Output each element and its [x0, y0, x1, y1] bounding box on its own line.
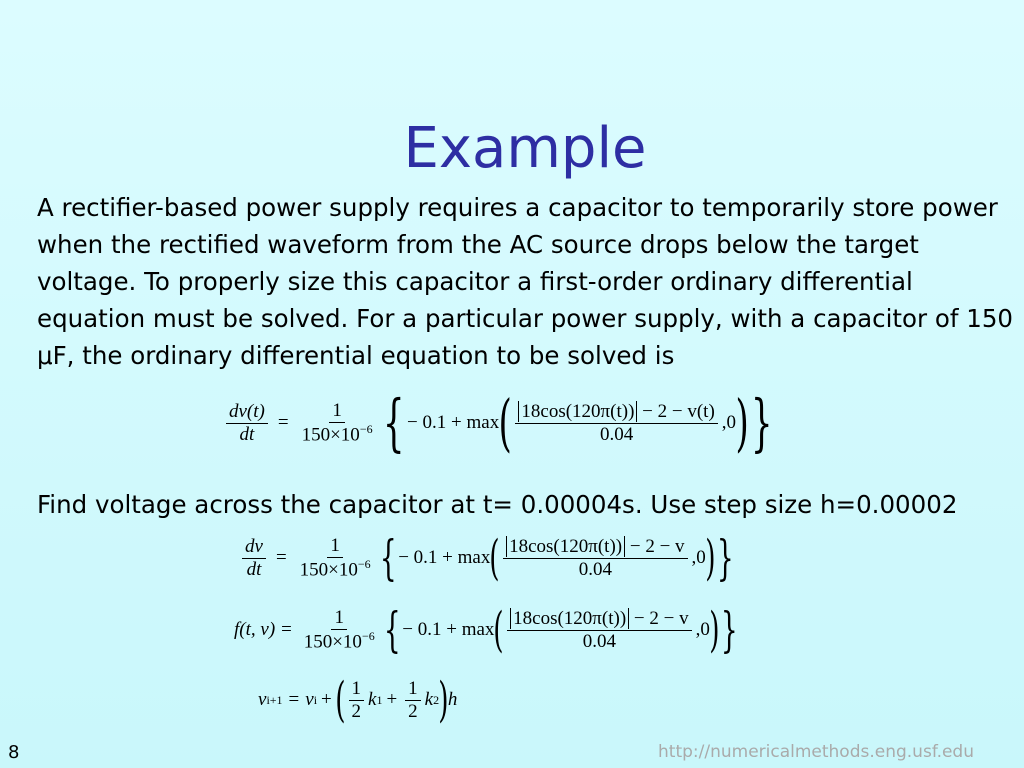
function-definition: f(t, v) = $\frac{1}{150\times 10^{-6}}$ { − 0.1 + max ( $\frac{18\cos(120\pi(t)) - 2 - v}{0.04}$ ,0 ) } — [234, 602, 738, 658]
coefficient-fraction: $\frac{1}{150\times 10^{-6}}$ — [301, 399, 373, 446]
slide-title: Example — [403, 116, 647, 181]
ode-equation-simplified: $\frac{dv}{dt}$ = $\frac{1}{150\times 10^{-6}}$ { − 0.1 + max ( $\frac{18\cos(120\pi(t)) - 2 - v}{0.04}$ ,0 ) } — [238, 534, 735, 582]
ode-equation: $\frac{dv(t)}{dt}$ = $\frac{1}{150\times 10^{-6}}$ { − 0.1 + max ( $\frac{18\cos(120\pi(t)) - 2 - v(t)}{0.04}$ ,0 ) } — [222, 392, 776, 454]
rk2-update-formula: v i+1 = v i + ( $\frac{1}{2}$ k 1 + $\frac{1}{2}$ k 2 ) h — [258, 672, 458, 728]
footer-url[interactable]: http://numericalmethods.eng.usf.edu — [658, 742, 974, 762]
max-argument-fraction: $\frac{18\cos(120\pi(t)) - 2 - v(t)}{0.04}$ — [515, 401, 717, 446]
page-number: 8 — [8, 742, 20, 763]
problem-statement: A rectifier-based power supply requires a capacitor to temporarily store power when the rectified waveform from the AC source drops below the target voltage. To properly size this capacitor a first-order ordinary differential equation must be solved. For a particular power supply, with a capacitor of 150 μF, the ordinary differential equation to be solved is — [37, 193, 1014, 370]
lhs-derivative: $\frac{dv(t)}{dt}$ — [226, 401, 268, 446]
task-statement: Find voltage across the capacitor at t= 0.00004s. Use step size h=0.00002 — [37, 490, 958, 519]
